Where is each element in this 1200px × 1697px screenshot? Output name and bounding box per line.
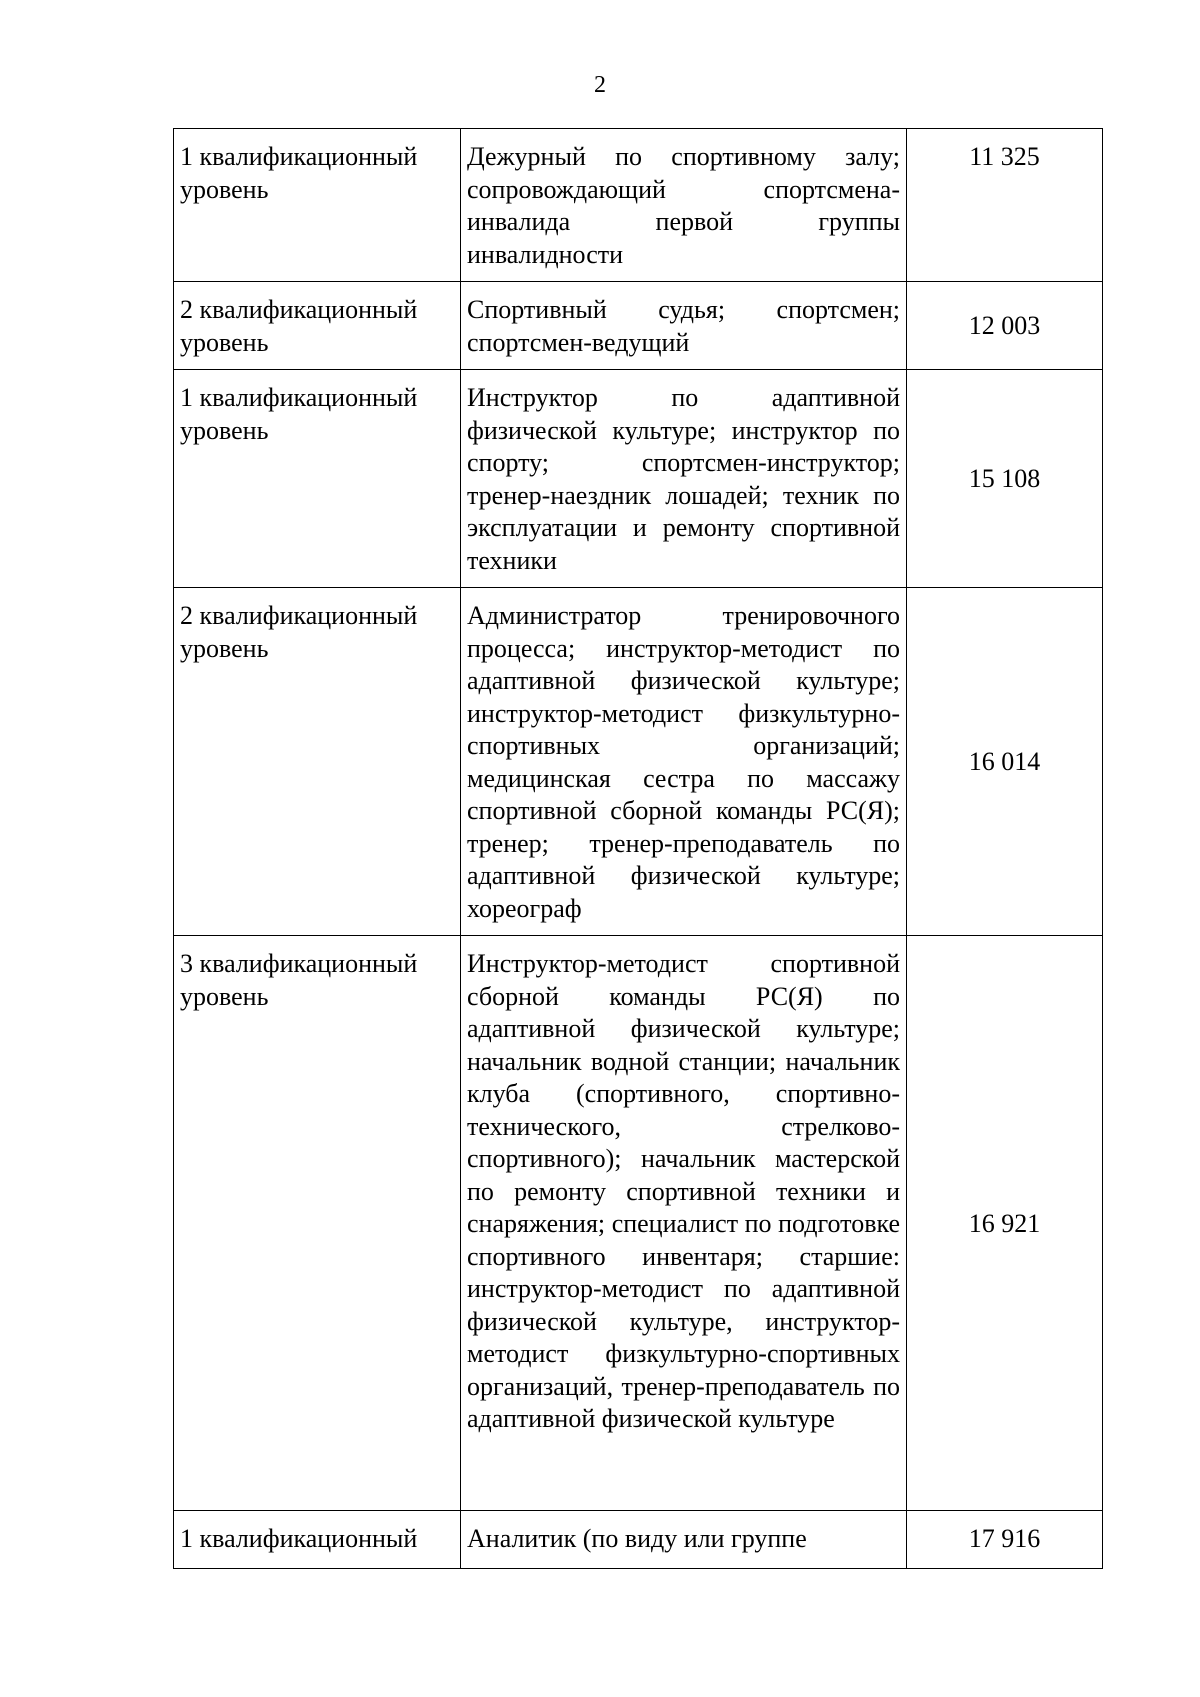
table-row [174,129,1103,282]
salary-cell [907,588,1103,936]
qualification-level-text: 2 квалификационный уровень [180,295,418,357]
positions-text: Аналитик (по виду или группе [467,1524,807,1553]
qualification-level-text: 1 квалификационный уровень [180,142,418,204]
qualification-level-cell [174,370,461,588]
positions-text: Инструктор по адаптивной физической культуре; инструктор по спорту; спортсмен-инструктор; тренер-наездник лошадей; техник по эксплуатации и ремонту спортивной техники [467,383,900,575]
positions-cell [461,936,907,1511]
qualification-level-text: 1 квалификационный уровень [180,383,418,445]
salary-value: 17 916 [968,1524,1041,1553]
salary-value: 12 003 [968,311,1041,341]
qualification-level-cell [174,936,461,1511]
page-number: 2 [594,72,606,98]
qualification-level-text: 1 квалификационный [180,1524,418,1553]
salary-cell [907,1511,1103,1569]
salary-cell [907,370,1103,588]
qualification-level-cell [174,588,461,936]
table-row [174,282,1103,370]
salary-cell [907,282,1103,370]
table-row [174,936,1103,1511]
positions-text: Инструктор-методист спортивной сборной команды РС(Я) по адаптивной физической культуре; начальник водной станции; начальник клуба (спортивного, спортивно-технического, стрелково-спортивного); начальник мастерской по ремонту спортивной техники и снаряжения; специалист по подготовке спортивного инвентаря; старшие: инструктор-методист по адаптивной физической культуре, инструктор-методист физкультурно-спортивных организаций, тренер-преподаватель по адаптивной физической культуре [467,949,900,1433]
table-row [174,1511,1103,1569]
qualification-level-text: 2 квалификационный уровень [180,601,418,663]
salary-value: 16 014 [968,747,1041,777]
qualification-level-cell [174,129,461,282]
salary-table [173,128,1103,1569]
positions-cell [461,282,907,370]
salary-cell [907,936,1103,1511]
salary-cell [907,129,1103,282]
positions-cell [461,588,907,936]
salary-value: 15 108 [968,464,1041,494]
positions-text: Спортивный судья; спортсмен; спортсмен-ведущий [467,295,900,357]
table-row [174,588,1103,936]
salary-value: 16 921 [968,1208,1041,1238]
salary-value: 11 325 [969,142,1040,171]
positions-text: Дежурный по спортивному залу; сопровождающий спортсмена-инвалида первой группы инвалидности [467,142,900,269]
positions-text: Администратор тренировочного процесса; инструктор-методист по адаптивной физической культуре; инструктор-методист физкультурно-спортивных организаций; медицинская сестра по массажу спортивной сборной команды РС(Я); тренер; тренер-преподаватель по адаптивной физической культуре; хореограф [467,601,900,923]
table-row [174,370,1103,588]
positions-cell [461,370,907,588]
qualification-level-cell [174,282,461,370]
qualification-level-text: 3 квалификационный уровень [180,949,418,1011]
positions-cell [461,129,907,282]
positions-cell [461,1511,907,1569]
qualification-level-cell [174,1511,461,1569]
